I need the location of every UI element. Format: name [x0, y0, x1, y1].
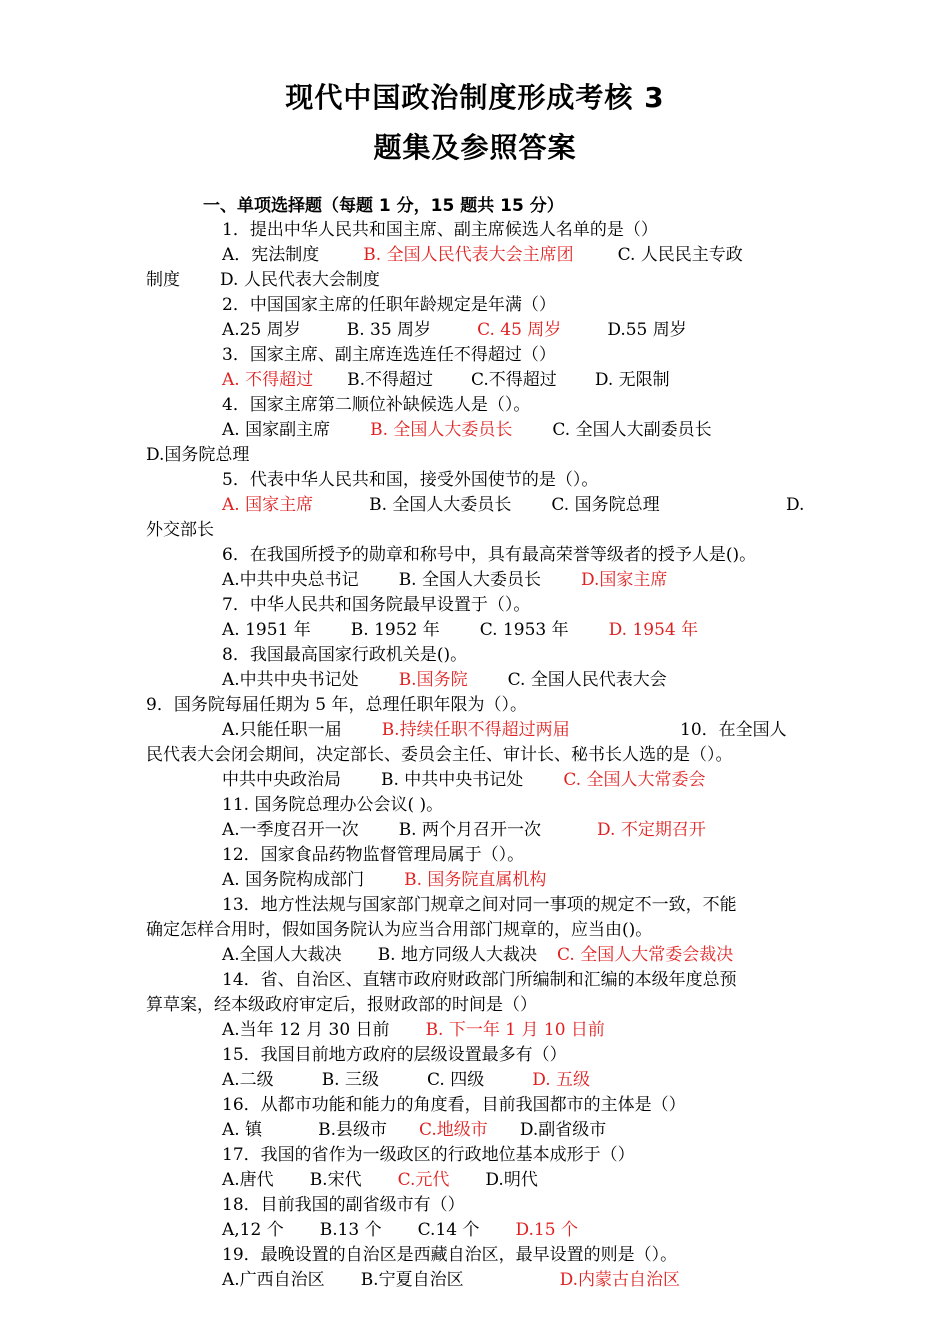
option-c: C. 全国人民代表大会: [507, 670, 667, 690]
option-b: B. 35 周岁: [346, 320, 432, 340]
option-d: D. 无限制: [594, 370, 670, 390]
question-19-options: [222, 1268, 680, 1292]
question-6-options: [222, 568, 667, 592]
option-a: A. 国务院构成部门: [222, 870, 365, 890]
question-9-options: [222, 718, 570, 742]
document-title: 现代中国政治制度形成考核 3: [285, 81, 665, 114]
question-11-options: [222, 818, 706, 842]
question-17-options: [222, 1168, 538, 1192]
option-a: A,12 个: [222, 1220, 284, 1240]
question-13-stem-cont: 确定怎样合用时，假如国务院认为应当合用部门规章的，应当由()。: [146, 920, 653, 940]
question-7-stem: 7．中华人民共和国务院最早设置于（）。: [222, 595, 531, 615]
option-a: A.二级: [222, 1070, 274, 1090]
question-9-stem: 9．国务院每届任期为 5 年，总理任职年限为（）。: [146, 695, 527, 715]
question-14-stem-cont: 算草案，经本级政府审定后，报财政部的时间是（）: [146, 995, 537, 1015]
answer-option-d: D. 不定期召开: [597, 820, 706, 840]
option-b: B. 中共中央书记处: [381, 770, 524, 790]
question-15-stem: 15．我国目前地方政府的层级设置最多有（）: [222, 1045, 567, 1065]
question-13-stem: 13．地方性法规与国家部门规章之间对同一事项的规定不一致，不能: [222, 895, 737, 915]
answer-option-c: C. 全国人大常委会: [563, 770, 706, 790]
option-c: C. 1953 年: [479, 620, 569, 640]
question-7-options: [222, 618, 698, 642]
option-a: A.广西自治区: [222, 1270, 325, 1290]
question-16-options: [222, 1118, 606, 1142]
option-a: A. 镇: [222, 1120, 263, 1140]
option-b: B. 全国人大委员长: [369, 495, 512, 515]
option-a: A.当年 12 月 30 日前: [222, 1020, 390, 1040]
option-b: B. 全国人大委员长: [398, 570, 541, 590]
question-18-stem: 18．目前我国的副省级市有（）: [222, 1195, 465, 1215]
question-14-options: [222, 1018, 605, 1042]
option-c: C.14 个: [417, 1220, 480, 1240]
answer-option-b: B. 国务院直属机构: [404, 870, 547, 890]
option-a: A.一季度召开一次: [222, 820, 359, 840]
question-14-stem: 14．省、自治区、直辖市政府财政部门所编制和汇编的本级年度总预: [222, 970, 737, 990]
answer-option-c: C.地级市: [419, 1120, 488, 1140]
option-b: B.宁夏自治区: [360, 1270, 464, 1290]
answer-option-b: B.持续任职不得超过两届: [381, 720, 570, 740]
option-d-continued: 外交部长: [146, 520, 214, 540]
answer-option-a: A. 国家主席: [222, 495, 314, 515]
answer-option-b: B.国务院: [398, 670, 468, 690]
option-a: A. 1951 年: [222, 620, 311, 640]
question-5-options: [222, 493, 660, 517]
answer-option-a: A. 不得超过: [222, 370, 314, 390]
question-13-options: [222, 943, 733, 967]
option-c: C. 国务院总理: [551, 495, 660, 515]
option-a: A．宪法制度: [222, 245, 320, 265]
question-8-stem: 8．我国最高国家行政机关是()。: [222, 645, 468, 665]
question-2-stem: 2．中国国家主席的任职年龄规定是年满（）: [222, 295, 556, 315]
answer-option-d: D. 1954 年: [608, 620, 699, 640]
option-d: D.55 周岁: [607, 320, 687, 340]
question-10-stem: 10．在全国人: [680, 720, 787, 740]
answer-option-b: B. 下一年 1 月 10 日前: [425, 1020, 605, 1040]
option-a: A.中共中央总书记: [222, 570, 359, 590]
question-11-stem: 11. 国务院总理办公会议( )。: [222, 795, 444, 815]
option-a: A.唐代: [222, 1170, 274, 1190]
answer-option-c: C.元代: [397, 1170, 450, 1190]
question-12-stem: 12．国家食品药物监督管理局属于（）。: [222, 845, 525, 865]
option-c: C. 全国人大副委员长: [552, 420, 712, 440]
answer-option-d: D.内蒙古自治区: [559, 1270, 681, 1290]
question-10-options: [222, 768, 706, 792]
question-1-stem: 1．提出中华人民共和国主席、副主席候选人名单的是（）: [222, 220, 658, 240]
option-a: A.只能任职一届: [222, 720, 342, 740]
option-d: D.国务院总理: [146, 445, 250, 465]
option-d: D.副省级市: [519, 1120, 607, 1140]
question-3-stem: 3．国家主席、副主席连选连任不得超过（）: [222, 345, 556, 365]
option-b: B. 三级: [321, 1070, 379, 1090]
option-a: A.25 周岁: [222, 320, 301, 340]
question-15-options: [222, 1068, 590, 1092]
answer-option-c: C. 45 周岁: [477, 320, 562, 340]
question-4-stem: 4．国家主席第二顺位补缺候选人是（）。: [222, 395, 531, 415]
option-d: D.: [786, 495, 805, 515]
question-10-stem-cont: 民代表大会闭会期间，决定部长、委员会主任、审计长、秘书长人选的是（）。: [146, 745, 733, 765]
answer-option-d: D. 五级: [532, 1070, 591, 1090]
option-d: D.明代: [485, 1170, 538, 1190]
question-19-stem: 19．最晚设置的自治区是西藏自治区，最早设置的则是（）。: [222, 1245, 678, 1265]
option-a: A.中共中央书记处: [222, 670, 359, 690]
option-a: A.全国人大裁决: [222, 945, 342, 965]
answer-option-b: B. 全国人大委员长: [370, 420, 513, 440]
question-1-options: [222, 243, 743, 267]
answer-option-b: B. 全国人民代表大会主席团: [363, 245, 574, 265]
option-b: B. 地方同级人大裁决: [377, 945, 537, 965]
answer-option-d: D.国家主席: [581, 570, 668, 590]
answer-option-c: C. 全国人大常委会裁决: [557, 945, 734, 965]
question-8-options: [222, 668, 667, 692]
question-6-stem: 6．在我国所授予的勋章和称号中，具有最高荣誉等级者的授予人是()。: [222, 545, 757, 565]
answer-option-d: D.15 个: [515, 1220, 578, 1240]
option-d: D. 人民代表大会制度: [220, 270, 380, 290]
question-5-stem: 5．代表中华人民共和国，接受外国使节的是（）。: [222, 470, 599, 490]
option-c: C. 人民民主专政: [617, 245, 743, 265]
option-a: 中共中央政治局: [222, 770, 341, 790]
option-b: B.不得超过: [347, 370, 433, 390]
option-b: B. 1952 年: [350, 620, 440, 640]
section-heading: 一、单项选择题（每题 1 分，15 题共 15 分）: [203, 196, 564, 216]
option-b: B.县级市: [318, 1120, 387, 1140]
question-12-options: [222, 868, 546, 892]
option-c: C. 四级: [427, 1070, 485, 1090]
option-b: B.宋代: [309, 1170, 362, 1190]
option-b: B.13 个: [319, 1220, 382, 1240]
option-a: A. 国家副主席: [222, 420, 331, 440]
document-subtitle: 题集及参照答案: [373, 131, 577, 164]
question-18-options: [222, 1218, 578, 1242]
option-b: B. 两个月召开一次: [398, 820, 541, 840]
question-2-options: [222, 318, 687, 342]
question-4-options: [222, 418, 712, 442]
question-16-stem: 16．从都市功能和能力的角度看，目前我国都市的主体是（）: [222, 1095, 686, 1115]
question-17-stem: 17．我国的省作为一级政区的行政地位基本成形于（）: [222, 1145, 635, 1165]
option-c-continued: 制度: [146, 270, 180, 290]
option-c: C.不得超过: [471, 370, 557, 390]
question-3-options: [222, 368, 670, 392]
question-1-options-cont: [146, 268, 380, 292]
